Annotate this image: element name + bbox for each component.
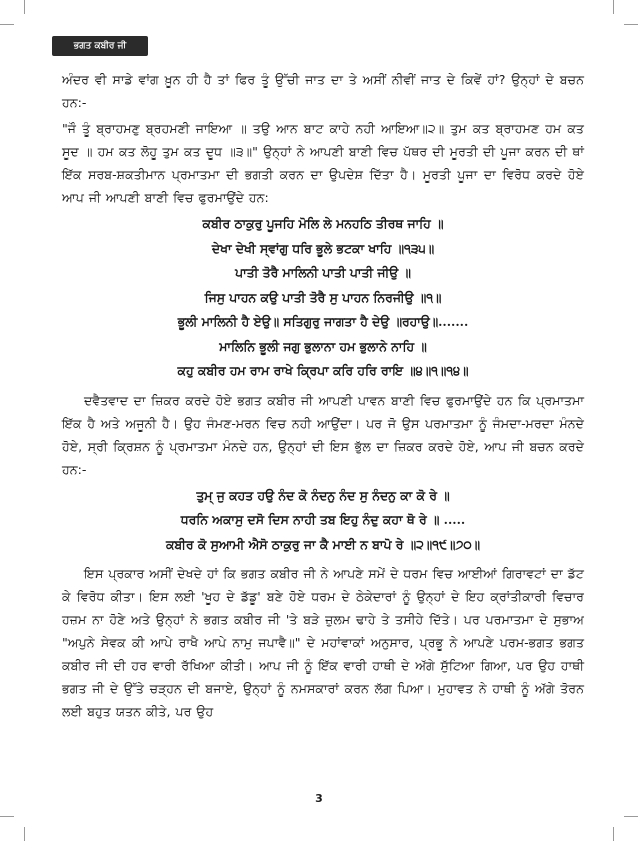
verse-line: ਧਰਨਿ ਅਕਾਸੁ ਦਸੋ ਦਿਸ ਨਾਹੀ ਤਬ ਇਹੁ ਨੰਦੁ ਕਹਾ ਥੋ ਰੇ ॥ .....	[180, 512, 466, 527]
verse-line: ਕਬੀਰ ਠਾਕੁਰੁ ਪੂਜਹਿ ਮੋਲਿ ਲੇ ਮਨਹਠਿ ਤੀਰਥ ਜਾਹਿ ॥	[202, 216, 444, 231]
paragraph: ਇਸ ਪ੍ਰਕਾਰ ਅਸੀਂ ਦੇਖਦੇ ਹਾਂ ਕਿ ਭਗਤ ਕਬੀਰ ਜੀ ਨੇ ਆਪਣੇ ਸਮੇਂ ਦੇ ਧਰਮ ਵਿਚ ਆਈਆਂ ਗਿਰਾਵਟਾਂ ਦਾ ਡੱਟ ਕੇ ਵਿਰੋਧ ਕੀਤਾ। ਇਸ ਲਈ 'ਖੂਹ ਦੇ ਡੱਡੂ' ਬਣੇ ਹੋਏ ਧਰਮ ਦੇ ਠੇਕੇਦਾਰਾਂ ਨੂੰ ਉਨ੍ਹਾਂ ਦੇ ਇਹ ਕ੍ਰਾਂਤੀਕਾਰੀ ਵਿਚਾਰ ਹਜ਼ਮ ਨਾ ਹੋਣੇ ਅਤੇ ਉਨ੍ਹਾਂ ਨੇ ਭਗਤ ਕਬੀਰ ਜੀ 'ਤੇ ਬੜੇ ਜ਼ੁਲਮ ਢਾਹੇ ਤੇ ਤਸੀਹੇ ਦਿੱਤੇ। ਪਰ ਪਰਮਾਤਮਾ ਦੇ ਸੁਭਾਅ "ਅਪੁਨੇ ਸੇਵਕ ਕੀ ਆਪੇ ਰਾਖੈ ਆਪੇ ਨਾਮੁ ਜਪਾਵੈ॥" ਦੇ ਮਹਾਂਵਾਕਾਂ ਅਨੁਸਾਰ, ਪ੍ਰਭੂ ਨੇ ਆਪਣੇ ਪਰਮ-ਭਗਤ ਭਗਤ ਕਬੀਰ ਜੀ ਦੀ ਹਰ ਵਾਰੀ ਰੱਖਿਆ ਕੀਤੀ। ਆਪ ਜੀ ਨੂੰ ਇੱਕ ਵਾਰੀ ਹਾਥੀ ਦੇ ਅੱਗੇ ਸੁੱਟਿਆ ਗਿਆ, ਪਰ ਉਹ ਹਾਥੀ ਭਗਤ ਜੀ ਦੇ ਉੱਤੇ ਚੜ੍ਹਨ ਦੀ ਬਜਾਏ, ਉਨ੍ਹਾਂ ਨੂੰ ਨਮਸਕਾਰਾਂ ਕਰਨ ਲੱਗ ਪਿਆ। ਮੁਹਾਵਤ ਨੇ ਹਾਥੀ ਨੂੰ ਅੱਗੇ ਤੋਰਨ ਲਈ ਬਹੁਤ ਯਤਨ ਕੀਤੇ, ਪਰ ਉਹ	[62, 566, 584, 719]
verse-line: ਦੇਖਾ ਦੇਖੀ ਸ੍ਵਾਂਗੁ ਧਰਿ ਭੂਲੇ ਭਟਕਾ ਖਾਹਿ ॥੧੩੫॥	[211, 240, 435, 256]
verse-block	[62, 484, 584, 558]
crop-mark	[0, 24, 14, 25]
crop-mark	[24, 827, 25, 841]
crop-mark	[624, 24, 638, 25]
verse-line: ਜਿਸੁ ਪਾਹਨ ਕਉ ਪਾਤੀ ਤੋਰੈ ਸੁ ਪਾਹਨ ਨਿਰਜੀਉ ॥੧॥	[204, 289, 442, 305]
page-body	[62, 68, 584, 726]
verse-line: ਭੂਲੀ ਮਾਲਿਨੀ ਹੈ ਏਉ॥ ਸਤਿਗੁਰੁ ਜਾਗਤਾ ਹੈ ਦੇਉ ॥ਰਹਾਉ॥.......	[177, 314, 469, 329]
page-number: 3	[315, 792, 323, 805]
crop-mark	[0, 816, 14, 817]
verse-line: ਕਬੀਰ ਕੋ ਸੁਆਮੀ ਐਸੋ ਠਾਕੁਰੁ ਜਾ ਕੈ ਮਾਈ ਨ ਬਾਪੋ ਰੇ ॥੨॥੧੯॥੭੦॥	[165, 536, 481, 552]
paragraph: ਅੰਦਰ ਵੀ ਸਾਡੇ ਵਾਂਗ ਖ਼ੂਨ ਹੀ ਹੈ ਤਾਂ ਫਿਰ ਤੂੰ ਉੱਚੀ ਜਾਤ ਦਾ ਤੇ ਅਸੀਂ ਨੀਵੀਂ ਜਾਤ ਦੇ ਕਿਵੇਂ ਹਾਂ? ਉਨ੍ਹਾਂ ਦੇ ਬਚਨ ਹਨ:-	[62, 72, 584, 110]
paragraph: ਦਵੈਤਵਾਦ ਦਾ ਜ਼ਿਕਰ ਕਰਦੇ ਹੋਏ ਭਗਤ ਕਬੀਰ ਜੀ ਆਪਣੀ ਪਾਵਨ ਬਾਣੀ ਵਿਚ ਫੁਰਮਾਉਂਦੇ ਹਨ ਕਿ ਪ੍ਰਮਾਤਮਾ ਇੱਕ ਹੈ ਅਤੇ ਅਜੂਨੀ ਹੈ। ਉਹ ਜੰਮਣ-ਮਰਨ ਵਿਚ ਨਹੀ ਆਉਂਦਾ। ਪਰ ਜੋ ਉਸ ਪਰਮਾਤਮਾ ਨੂੰ ਜੰਮਦਾ-ਮਰਦਾ ਮੰਨਦੇ ਹੋਏ, ਸ੍ਰੀ ਕ੍ਰਿਸ਼ਨ ਨੂੰ ਪ੍ਰਮਾਤਮਾ ਮੰਨਦੇ ਹਨ, ਉਨ੍ਹਾਂ ਦੀ ਇਸ ਭੁੱਲ ਦਾ ਜ਼ਿਕਰ ਕਰਦੇ ਹੋਏ, ਆਪ ਜੀ ਬਚਨ ਕਰਦੇ ਹਨ:-	[62, 392, 584, 477]
verse-line: ਪਾਤੀ ਤੋਰੈ ਮਾਲਿਨੀ ਪਾਤੀ ਪਾਤੀ ਜੀਉ ॥	[235, 265, 411, 280]
running-header: ਭਗਤ ਕਬੀਰ ਜੀ	[52, 36, 148, 56]
crop-mark	[613, 0, 614, 14]
verse-block	[62, 212, 584, 384]
crop-mark	[24, 0, 25, 14]
verse-line: ਮਾਲਿਨਿ ਭੂਲੀ ਜਗੁ ਭੁਲਾਨਾ ਹਮ ਭੁਲਾਨੇ ਨਾਹਿ ॥	[219, 338, 427, 354]
paragraph: "ਜੌ ਤੂੰ ਬ੍ਰਾਹਮਣੁ ਬ੍ਰਹਮਣੀ ਜਾਇਆ ॥ ਤਉ ਆਨ ਬਾਟ ਕਾਹੇ ਨਹੀ ਆਇਆ॥੨॥ ਤੁਮ ਕਤ ਬ੍ਰਾਹਮਣ ਹਮ ਕਤ ਸੂਦ ॥ ਹਮ ਕਤ ਲੋਹੂ ਤੁਮ ਕਤ ਦੂਧ ॥੩॥" ਉਨ੍ਹਾਂ ਨੇ ਆਪਣੀ ਬਾਣੀ ਵਿਚ ਪੱਥਰ ਦੀ ਮੂਰਤੀ ਦੀ ਪੂਜਾ ਕਰਨ ਦੀ ਥਾਂ ਇੱਕ ਸਰਬ-ਸ਼ਕਤੀਮਾਨ ਪ੍ਰਮਾਤਮਾ ਦੀ ਭਗਤੀ ਕਰਨ ਦਾ ਉਪਦੇਸ਼ ਦਿੱਤਾ ਹੈ। ਮੂਰਤੀ ਪੂਜਾ ਦਾ ਵਿਰੋਧ ਕਰਦੇ ਹੋਏ ਆਪ ਜੀ ਆਪਣੀ ਬਾਣੀ ਵਿਚ ਫੁਰਮਾਉਂਦੇ ਹਨ:	[62, 121, 584, 205]
verse-line: ਤੁਮ੍ ਜੁ ਕਹਤ ਹਉ ਨੰਦ ਕੋ ਨੰਦਨੁ ਨੰਦ ਸੁ ਨੰਦਨੁ ਕਾ ਕੋ ਰੇ ॥	[196, 487, 450, 503]
crop-mark	[613, 827, 614, 841]
verse-line: ਕਹੁ ਕਬੀਰ ਹਮ ਰਾਮ ਰਾਖੇ ਕ੍ਰਿਪਾ ਕਰਿ ਹਰਿ ਰਾਇ ॥੪॥੧॥੧੪॥	[177, 363, 469, 378]
crop-mark	[624, 816, 638, 817]
